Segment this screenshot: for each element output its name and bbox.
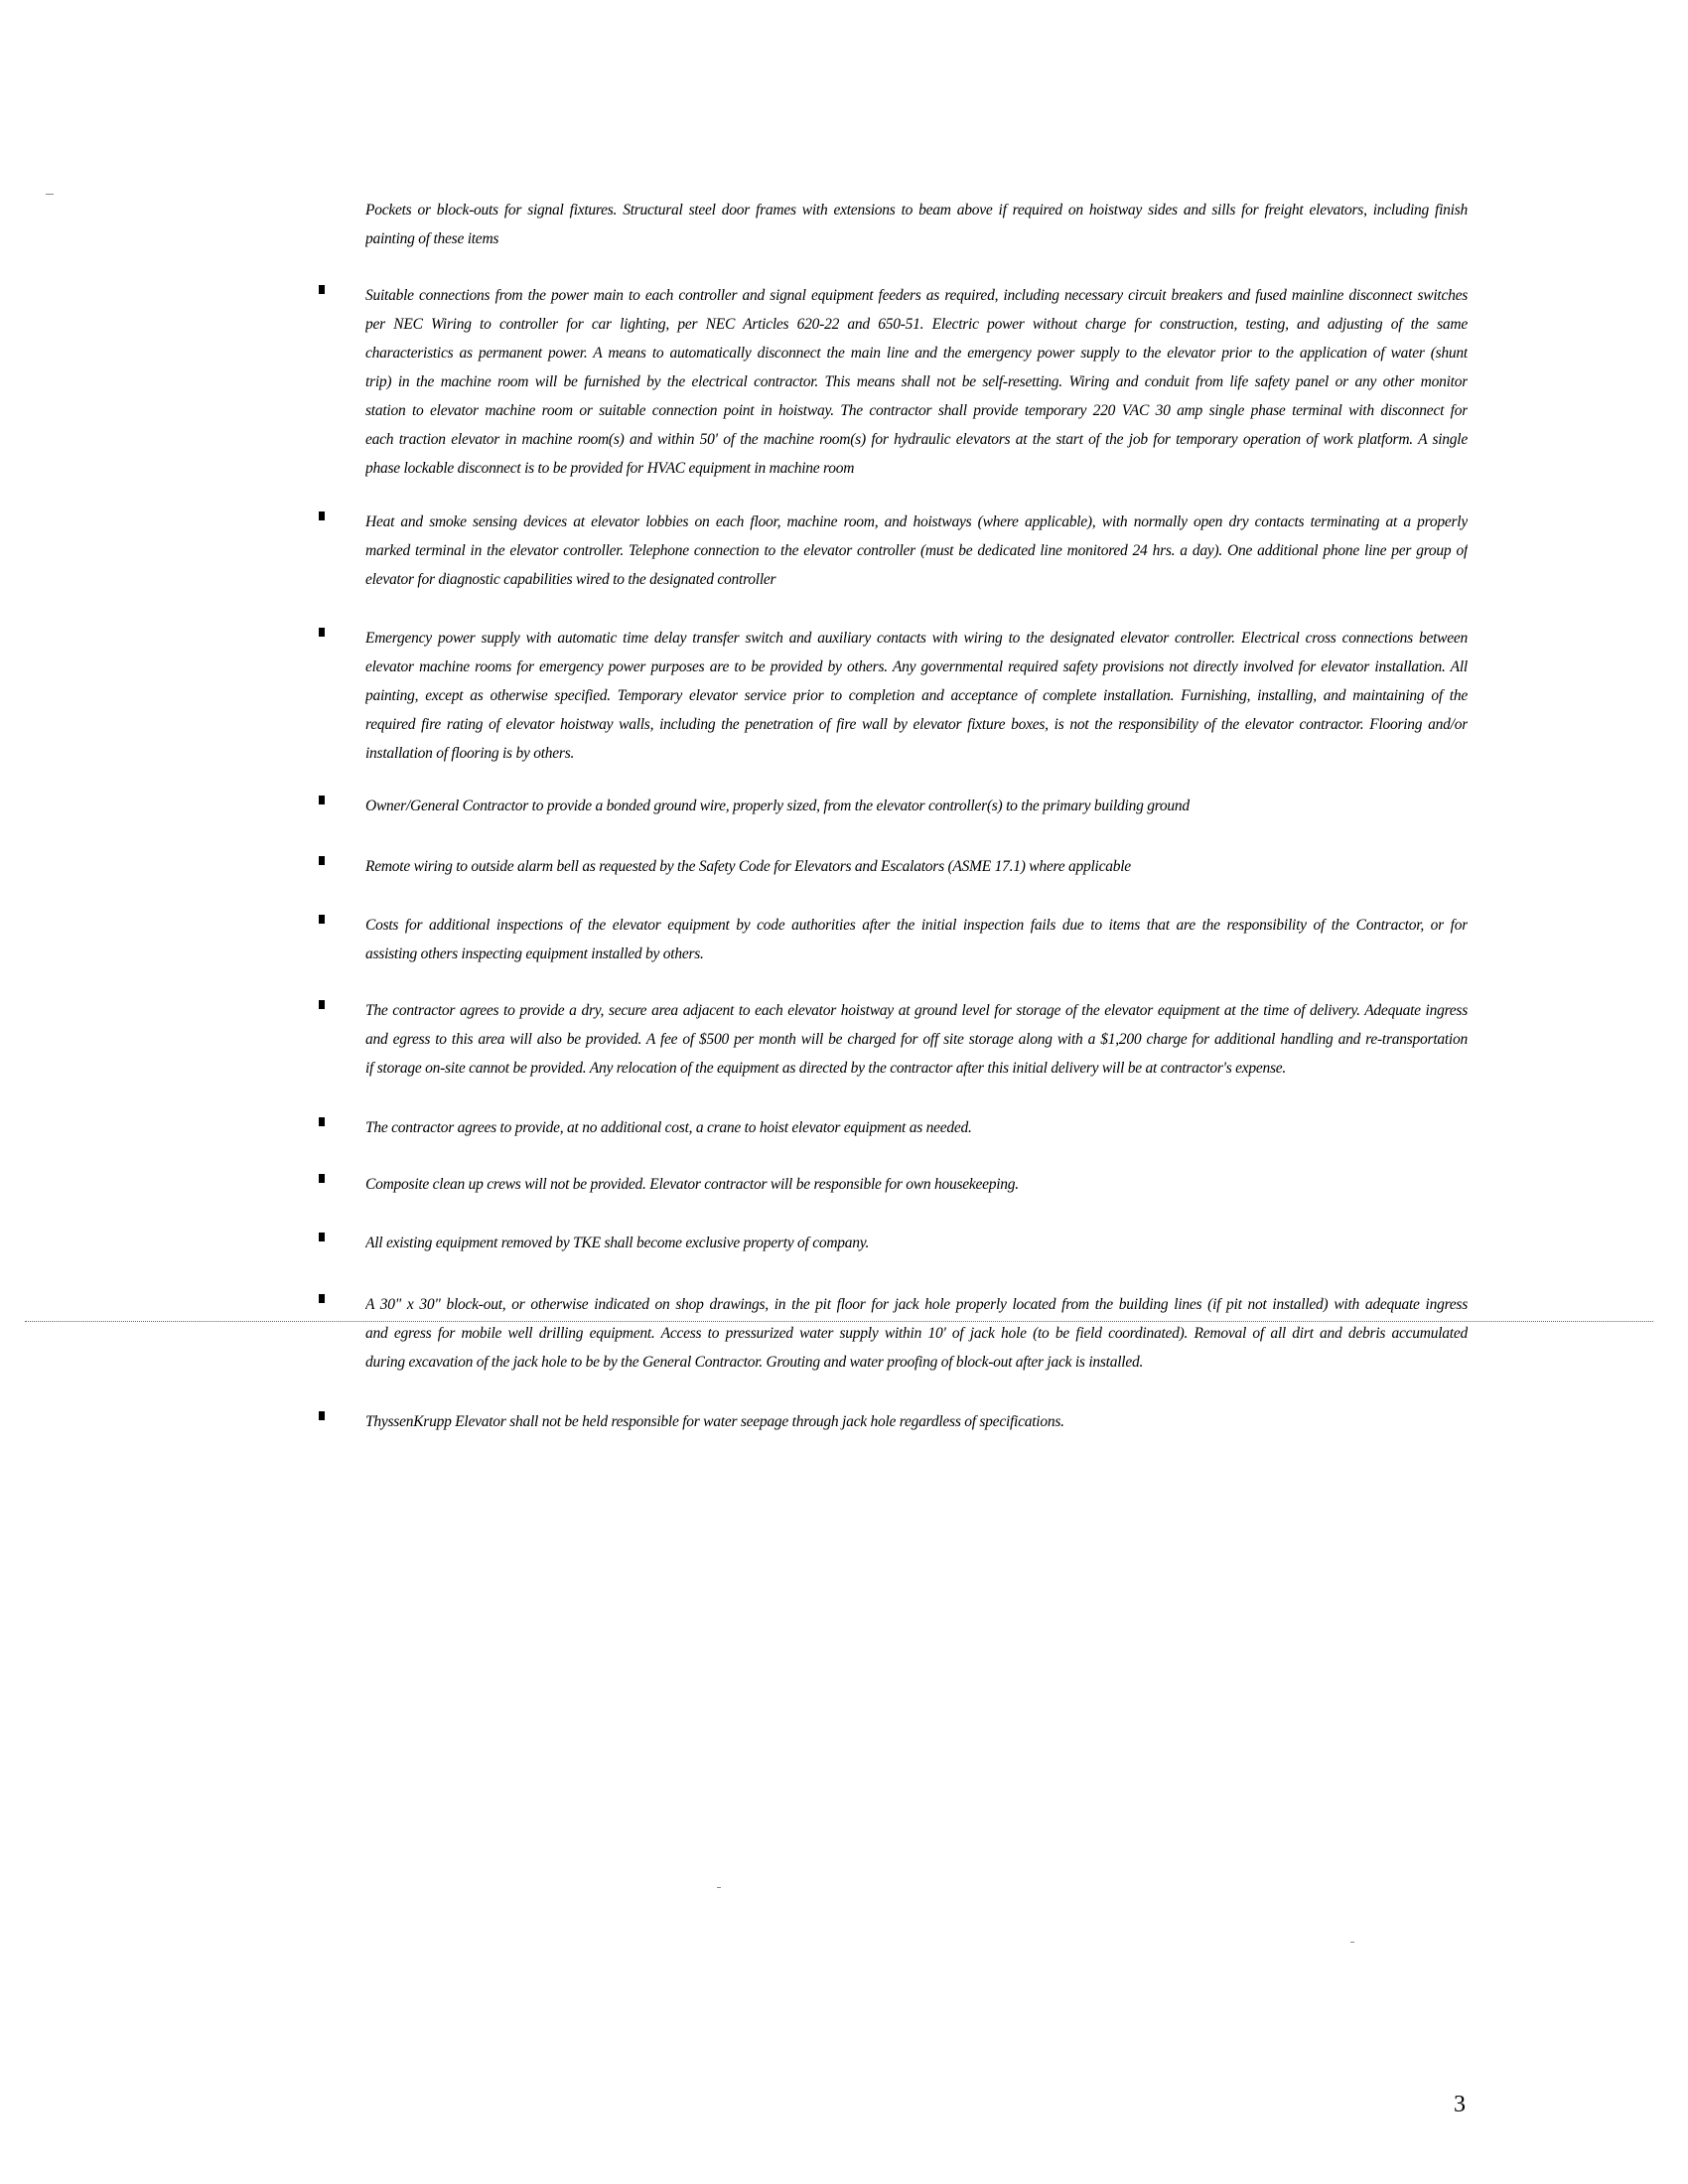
text-line: and egress for mobile well drilling equipment. Access to pressurized water supply within 10' of jack hole (to be field coordinated). Removal of all dirt and debris accumulated: [365, 1325, 1468, 1342]
text-line: A 30" x 30" block-out, or otherwise indicated on shop drawings, in the pit floor for jack hole properly located from the building lines (if pit not installed) with adequate ingress: [365, 1296, 1468, 1313]
text-line: Emergency power supply with automatic time delay transfer switch and auxiliary contacts with wiring to the designated elevator controller. Electrical cross connections between: [365, 630, 1468, 647]
bullet-item: [365, 911, 1468, 968]
text-line: painting, except as otherwise specified. Temporary elevator service prior to completion and acceptance of complete installation. Furnishing, installing, and maintaining of the: [365, 687, 1468, 704]
text-line: and egress to this area will also be provided. A fee of $500 per month will be charged for off site storage along with a $1,200 charge for additional handling and re-transportation: [365, 1031, 1468, 1048]
bullet-item: [365, 281, 1468, 483]
text-line: The contractor agrees to provide a dry, secure area adjacent to each elevator hoistway at ground level for storage of the elevator equipment at the time of delivery. Adequate ingress: [365, 1002, 1468, 1019]
bullet-icon: [319, 1233, 325, 1241]
bullet-icon: [319, 1117, 325, 1126]
bullet-item: [365, 1290, 1468, 1377]
text-line: marked terminal in the elevator controller. Telephone connection to the elevator controller (must be dedicated line monitored 24 hrs. a day). One additional phone line per group of: [365, 542, 1468, 559]
text-line: per NEC Wiring to controller for car lighting, per NEC Articles 620-22 and 650-51. Electric power without charge for construction, testing, and adjusting of the same: [365, 316, 1468, 333]
text-line: required fire rating of elevator hoistway walls, including the penetration of fire wall by elevator fixture boxes, is not the responsibility of the elevator contractor. Flooring and/or: [365, 716, 1468, 733]
bullet-item: [365, 624, 1468, 768]
text-line: elevator machine rooms for emergency power purposes are to be provided by others. Any governmental required safety provisions not directly involved for elevator installation. All: [365, 658, 1468, 675]
bullet-icon: [319, 628, 325, 637]
bullet-icon: [319, 796, 325, 804]
bullet-icon: [319, 511, 325, 520]
bullet-icon: [319, 1174, 325, 1183]
text-line: Heat and smoke sensing devices at elevator lobbies on each floor, machine room, and hoistways (where applicable), with normally open dry contacts terminating at a properly: [365, 513, 1468, 530]
bullet-item: [365, 1113, 1468, 1142]
text-line: phase lockable disconnect is to be provided for HVAC equipment in machine room: [365, 460, 855, 477]
scan-mark: [717, 1887, 721, 1888]
text-line: Pockets or block-outs for signal fixtures. Structural steel door frames with extensions to beam above if required on hoistway sides and sills for freight elevators, including finish: [365, 202, 1468, 218]
text-line: trip) in the machine room will be furnished by the electrical contractor. This means shall not be self-resetting. Wiring and conduit from life safety panel or any other monitor: [365, 373, 1468, 390]
text-line: ThyssenKrupp Elevator shall not be held responsible for water seepage through jack hole regardless of specifications.: [365, 1413, 1064, 1430]
text-line: characteristics as permanent power. A means to automatically disconnect the main line and the emergency power supply to the elevator prior to the application of water (shunt: [365, 345, 1468, 362]
text-line: if storage on-site cannot be provided. Any relocation of the equipment as directed by the contractor after this initial delivery will be at contractor's expense.: [365, 1060, 1287, 1077]
text-line: All existing equipment removed by TKE shall become exclusive property of company.: [365, 1235, 870, 1251]
bullet-item: [365, 1229, 1468, 1257]
bullet-icon: [319, 285, 325, 294]
bullet-item: [365, 792, 1468, 820]
text-line: painting of these items: [365, 230, 499, 247]
text-line: Owner/General Contractor to provide a bonded ground wire, properly sized, from the elevator controller(s) to the primary building ground: [365, 798, 1190, 814]
scan-mark: [1350, 1942, 1354, 1943]
text-line: Remote wiring to outside alarm bell as requested by the Safety Code for Elevators and Escalators (ASME 17.1) where applicable: [365, 858, 1131, 875]
text-line: Costs for additional inspections of the elevator equipment by code authorities after the initial inspection fails due to items that are the responsibility of the Contractor, or for: [365, 917, 1468, 934]
text-line: Suitable connections from the power main to each controller and signal equipment feeders as required, including necessary circuit breakers and fused mainline disconnect switches: [365, 287, 1468, 304]
text-line: each traction elevator in machine room(s) and within 50' of the machine room(s) for hydraulic elevators at the start of the job for temporary operation of work platform. A single: [365, 431, 1468, 448]
text-line: assisting others inspecting equipment installed by others.: [365, 946, 704, 962]
bullet-item: [365, 1407, 1468, 1436]
bullet-item: [365, 852, 1468, 881]
text-line: Composite clean up crews will not be provided. Elevator contractor will be responsible for own housekeeping.: [365, 1176, 1019, 1193]
text-line: The contractor agrees to provide, at no additional cost, a crane to hoist elevator equipment as needed.: [365, 1119, 972, 1136]
text-line: elevator for diagnostic capabilities wired to the designated controller: [365, 571, 776, 588]
text-line: during excavation of the jack hole to be by the General Contractor. Grouting and water proofing of block-out after jack is installed.: [365, 1354, 1144, 1371]
scan-mark: [46, 194, 54, 195]
bullet-item: [365, 996, 1468, 1083]
bullet-icon: [319, 1411, 325, 1420]
text-line: installation of flooring is by others.: [365, 745, 575, 762]
bullet-icon: [319, 856, 325, 865]
text-line: station to elevator machine room or suitable connection point in hoistway. The contractor shall provide temporary 220 VAC 30 amp single phase terminal with disconnect for: [365, 402, 1468, 419]
intro-paragraph: [365, 196, 1468, 253]
bullet-item: [365, 1170, 1468, 1199]
page-number: 3: [1454, 2092, 1466, 2117]
bullet-icon: [319, 915, 325, 924]
bullet-icon: [319, 1000, 325, 1009]
bullet-item: [365, 508, 1468, 594]
bullet-icon: [319, 1294, 325, 1303]
